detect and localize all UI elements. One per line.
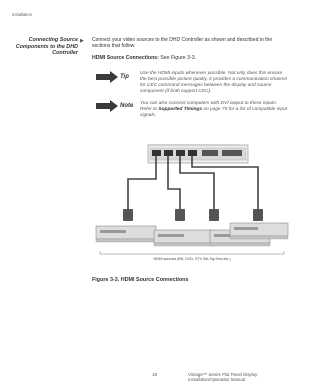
sources-label: HDMI sources (BD, DVD, STV Set-Top Box etc.) xyxy=(153,257,231,261)
cable-3 xyxy=(180,156,214,211)
footer-manual-title: Vintage™ Series Flat Panel Display Installation/Operation Manual xyxy=(188,372,258,382)
note-text-after: on page 75 for a list of compatible input signals. xyxy=(140,107,288,119)
tip-arrow-icon xyxy=(96,71,118,83)
source-device-1 xyxy=(96,226,156,242)
page-number: 18 xyxy=(152,372,157,377)
note-text-before: You can also connect computers with DVI output to these inputs. Refer to xyxy=(140,101,278,113)
tip-text: Use the HDMI inputs whenever possible. Not only does this ensure the best possible picture quality, it provides a communication channel for CEC command messages between the display and source component (if both support CEC). xyxy=(140,71,287,95)
cable-4 xyxy=(192,156,258,211)
hdmi-connectors xyxy=(123,209,263,221)
figure-caption: Figure 3-3. HDMI Source Connections xyxy=(92,277,189,283)
dhd-controller xyxy=(148,145,248,163)
note-text xyxy=(140,101,288,119)
hdmi-connection-diagram xyxy=(92,127,292,265)
note-label: Note xyxy=(120,103,134,109)
note-text-bold: Supported Timings xyxy=(158,107,203,113)
side-title-arrow-icon: ▶ xyxy=(80,38,84,44)
hdmi-subheading xyxy=(92,55,196,61)
subheading-label: HDMI Source Connections: xyxy=(92,55,159,61)
connector-1 xyxy=(123,209,133,221)
hdmi-cables xyxy=(128,156,258,211)
note-arrow-icon xyxy=(96,100,118,112)
running-header: Installation xyxy=(12,12,33,17)
cable-2 xyxy=(168,156,180,211)
connector-4 xyxy=(253,209,263,221)
connector-2 xyxy=(175,209,185,221)
sources-bracket xyxy=(100,251,284,254)
source-device-2 xyxy=(154,230,214,246)
section-side-title: Connecting Source Components to the DHD Controller xyxy=(15,37,78,57)
cable-1 xyxy=(128,156,156,211)
connector-3 xyxy=(209,209,219,221)
source-devices xyxy=(96,223,288,246)
tip-label: Tip xyxy=(120,74,129,80)
source-device-4 xyxy=(230,223,288,239)
subheading-text: See Figure 3-3. xyxy=(158,55,197,61)
intro-paragraph: Connect your video sources to the DHD Controller as shown and described in the sections that follow. xyxy=(92,37,273,50)
